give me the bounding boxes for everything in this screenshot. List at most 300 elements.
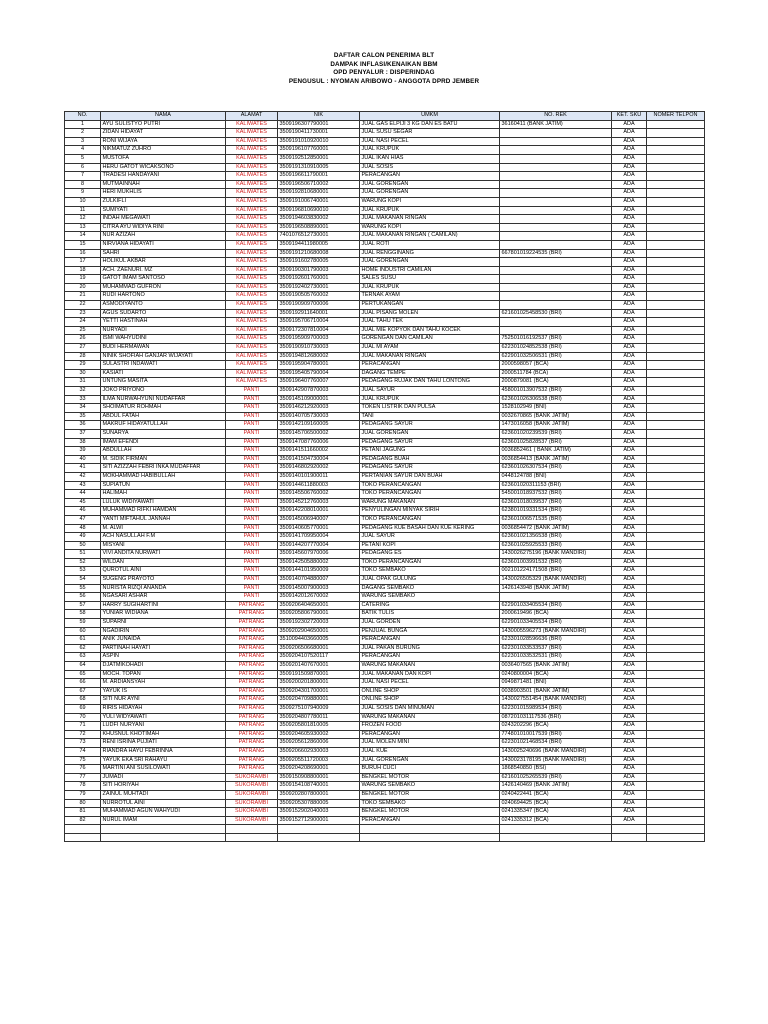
cell-alamat: KALIWATES xyxy=(226,129,278,138)
cell-no-rek: 623601021356538 (BRI) xyxy=(500,533,612,542)
cell-ket-sku: ADA xyxy=(612,533,647,542)
cell-no-rek xyxy=(500,180,612,189)
cell-ket-sku: ADA xyxy=(612,653,647,662)
cell-no: 18 xyxy=(65,266,101,275)
column-header-no: NO. xyxy=(65,112,101,121)
cell-umkm: PERACANGAN xyxy=(360,653,500,662)
cell-no: 82 xyxy=(65,816,101,825)
table-row xyxy=(65,541,705,550)
cell-no: 78 xyxy=(65,782,101,791)
column-header-umkm: UMKM xyxy=(360,112,500,121)
cell-alamat: PATRANG xyxy=(226,644,278,653)
cell-alamat: PANTI xyxy=(226,507,278,516)
cell-nomer-telpon xyxy=(647,180,705,189)
cell-nik: 3509145607970006 xyxy=(278,550,360,559)
table-row xyxy=(65,739,705,748)
cell-alamat: KALIWATES xyxy=(226,292,278,301)
cell-ket-sku: ADA xyxy=(612,283,647,292)
table-row xyxy=(65,584,705,593)
cell-nomer-telpon xyxy=(647,730,705,739)
cell-ket-sku: ADA xyxy=(612,773,647,782)
cell-ket-sku: ADA xyxy=(612,387,647,396)
table-row xyxy=(65,773,705,782)
cell-nama: NURISTA RIZQI ANANDA xyxy=(101,584,226,593)
cell-ket-sku: ADA xyxy=(612,326,647,335)
cell-no-rek: 36160411 (BANK JATIM) xyxy=(500,120,612,129)
cell-ket-sku: ADA xyxy=(612,619,647,628)
cell-nama: SITI NUR AYNI xyxy=(101,696,226,705)
cell-no: 75 xyxy=(65,756,101,765)
cell-alamat: KALIWATES xyxy=(226,361,278,370)
cell-no: 9 xyxy=(65,189,101,198)
cell-alamat: PANTI xyxy=(226,472,278,481)
cell-no-rek xyxy=(500,240,612,249)
cell-no: 33 xyxy=(65,395,101,404)
cell-nik: 3509192402730001 xyxy=(278,283,360,292)
cell-nama: BUDI HERMAWAN xyxy=(101,344,226,353)
cell-umkm: PENYULINGAN MINYAK SIRIH xyxy=(360,507,500,516)
table-row xyxy=(65,318,705,327)
cell-no: 50 xyxy=(65,541,101,550)
cell-ket-sku: ADA xyxy=(612,679,647,688)
cell-nik: 3509205307880005 xyxy=(278,799,360,808)
cell-nama: MUSTOFA xyxy=(101,154,226,163)
cell-alamat: PANTI xyxy=(226,515,278,524)
cell-nama: TRADESI HANDAYANI xyxy=(101,172,226,181)
cell-alamat: KALIWATES xyxy=(226,344,278,353)
cell-nik: 3509192512850001 xyxy=(278,154,360,163)
cell-no: 60 xyxy=(65,627,101,636)
cell-nama: HARRY SUGIHARTINI xyxy=(101,601,226,610)
empty-cell xyxy=(278,825,360,834)
cell-nomer-telpon xyxy=(647,266,705,275)
table-row xyxy=(65,180,705,189)
cell-umkm: JUAL SAYUR xyxy=(360,533,500,542)
cell-ket-sku: ADA xyxy=(612,215,647,224)
cell-no-rek: 087201031117536 (BRI) xyxy=(500,713,612,722)
cell-nomer-telpon xyxy=(647,610,705,619)
cell-nama: YULI WIDYAWATI xyxy=(101,713,226,722)
cell-no: 29 xyxy=(65,361,101,370)
cell-ket-sku: ADA xyxy=(612,206,647,215)
cell-no-rek xyxy=(500,163,612,172)
cell-nik: 3509206602930003 xyxy=(278,747,360,756)
cell-nama: HERU GATOT WICAKSONO xyxy=(101,163,226,172)
table-row xyxy=(65,240,705,249)
cell-nik: 3509140605770001 xyxy=(278,524,360,533)
cell-nama: SUNARYA xyxy=(101,429,226,438)
cell-ket-sku: ADA xyxy=(612,739,647,748)
cell-umkm: BURUH CUCI xyxy=(360,765,500,774)
cell-alamat: PANTI xyxy=(226,498,278,507)
cell-umkm: JUAL IKAN HIAS xyxy=(360,154,500,163)
table-row xyxy=(65,292,705,301)
cell-no: 51 xyxy=(65,550,101,559)
table-row xyxy=(65,747,705,756)
cell-nomer-telpon xyxy=(647,533,705,542)
cell-alamat: KALIWATES xyxy=(226,369,278,378)
cell-no-rek xyxy=(500,301,612,310)
cell-nomer-telpon xyxy=(647,524,705,533)
cell-nomer-telpon xyxy=(647,197,705,206)
cell-nik: 7401076512730001 xyxy=(278,232,360,241)
cell-no-rek: 623601020239539 (BRI) xyxy=(500,429,612,438)
cell-nama: NUR AZIZAH xyxy=(101,232,226,241)
cell-nomer-telpon xyxy=(647,404,705,413)
cell-nik: 3509145212760003 xyxy=(278,498,360,507)
cell-nomer-telpon xyxy=(647,593,705,602)
cell-no-rek: 623801019331534 (BRI) xyxy=(500,507,612,516)
cell-nama: MUTMAINNAH xyxy=(101,180,226,189)
empty-table-row xyxy=(65,833,705,842)
cell-nomer-telpon xyxy=(647,782,705,791)
cell-alamat: PANTI xyxy=(226,404,278,413)
table-row xyxy=(65,266,705,275)
empty-cell xyxy=(101,833,226,842)
cell-umkm: SALES SUSU xyxy=(360,275,500,284)
cell-nomer-telpon xyxy=(647,189,705,198)
cell-no-rek: 0241335347 (BCA) xyxy=(500,808,612,817)
table-row xyxy=(65,808,705,817)
cell-nik: 3509196506710002 xyxy=(278,180,360,189)
empty-cell xyxy=(500,833,612,842)
cell-nama: YANTI MIFTAHUL JANNAH xyxy=(101,515,226,524)
cell-alamat: KALIWATES xyxy=(226,137,278,146)
cell-umkm: PEDAGANG BUAH xyxy=(360,455,500,464)
table-row xyxy=(65,464,705,473)
cell-nomer-telpon xyxy=(647,713,705,722)
cell-alamat: KALIWATES xyxy=(226,180,278,189)
cell-ket-sku: ADA xyxy=(612,412,647,421)
cell-alamat: SUKORAMBI xyxy=(226,773,278,782)
cell-ket-sku: ADA xyxy=(612,790,647,799)
cell-ket-sku: ADA xyxy=(612,730,647,739)
cell-ket-sku: ADA xyxy=(612,352,647,361)
cell-nomer-telpon xyxy=(647,455,705,464)
cell-nama: CITRA AYU WIDIYA RINI xyxy=(101,223,226,232)
cell-no-rek: 623601026307534 (BRI) xyxy=(500,464,612,473)
cell-no: 8 xyxy=(65,180,101,189)
cell-nomer-telpon xyxy=(647,352,705,361)
table-row xyxy=(65,146,705,155)
cell-umkm: JUAL NASI PECEL xyxy=(360,137,500,146)
cell-ket-sku: ADA xyxy=(612,662,647,671)
cell-alamat: KALIWATES xyxy=(226,146,278,155)
cell-ket-sku: ADA xyxy=(612,309,647,318)
cell-nama: LUDFI NURYANI xyxy=(101,722,226,731)
cell-umkm: PERACANGAN xyxy=(360,816,500,825)
cell-alamat: PATRANG xyxy=(226,636,278,645)
cell-no-rek: 623601003991532 (BRI) xyxy=(500,558,612,567)
empty-table-row xyxy=(65,825,705,834)
cell-alamat: PANTI xyxy=(226,447,278,456)
table-row xyxy=(65,610,705,619)
cell-nama: YAYUK EKA SRI RAHAYU xyxy=(101,756,226,765)
cell-no-rek: 1426140469 (BANK JATIM) xyxy=(500,782,612,791)
cell-ket-sku: ADA xyxy=(612,292,647,301)
cell-alamat: KALIWATES xyxy=(226,301,278,310)
cell-no-rek: 2000619496 (BCA) xyxy=(500,610,612,619)
cell-nama: JOKO PRIYONO xyxy=(101,387,226,396)
table-row xyxy=(65,550,705,559)
cell-umkm: JUAL GORENGAN xyxy=(360,429,500,438)
cell-nama: ABDUL FATAH xyxy=(101,412,226,421)
cell-no-rek: 622301033533537 (BRI) xyxy=(500,644,612,653)
cell-nik: 3509196107760001 xyxy=(278,146,360,155)
cell-nomer-telpon xyxy=(647,472,705,481)
table-row xyxy=(65,197,705,206)
cell-no: 76 xyxy=(65,765,101,774)
cell-umkm: JUAL SAYUR xyxy=(360,387,500,396)
cell-alamat: KALIWATES xyxy=(226,266,278,275)
cell-alamat: PANTI xyxy=(226,567,278,576)
table-row xyxy=(65,472,705,481)
cell-nik: 3509205612860006 xyxy=(278,739,360,748)
column-header-no-rek: NO. REK xyxy=(500,112,612,121)
cell-nama: SUPIATUN xyxy=(101,481,226,490)
cell-alamat: KALIWATES xyxy=(226,283,278,292)
cell-umkm: BENGKEL MOTOR xyxy=(360,790,500,799)
cell-no: 71 xyxy=(65,722,101,731)
cell-nik: 3509142907870003 xyxy=(278,387,360,396)
cell-ket-sku: ADA xyxy=(612,541,647,550)
cell-nama: PARTINAH HAYATI xyxy=(101,644,226,653)
cell-nik: 3509142012670002 xyxy=(278,593,360,602)
empty-cell xyxy=(360,825,500,834)
cell-ket-sku: ADA xyxy=(612,644,647,653)
cell-nik: 3509190411730001 xyxy=(278,129,360,138)
cell-ket-sku: ADA xyxy=(612,335,647,344)
cell-no-rek: 622301024852538 (BRI) xyxy=(500,344,612,353)
cell-no: 7 xyxy=(65,172,101,181)
cell-nama: ACH NASULLAH F.M xyxy=(101,533,226,542)
cell-no-rek: 0036854472 (BANK JATIM) xyxy=(500,524,612,533)
cell-umkm: JUAL KRUPUK xyxy=(360,283,500,292)
cell-umkm: JUAL MAKANAN RINGAN xyxy=(360,352,500,361)
cell-nomer-telpon xyxy=(647,790,705,799)
cell-no: 34 xyxy=(65,404,101,413)
cell-nik: 3509195904780001 xyxy=(278,361,360,370)
cell-no: 38 xyxy=(65,438,101,447)
cell-no-rek xyxy=(500,258,612,267)
cell-nomer-telpon xyxy=(647,283,705,292)
cell-no: 45 xyxy=(65,498,101,507)
cell-nik: 3509275107940009 xyxy=(278,704,360,713)
cell-nomer-telpon xyxy=(647,636,705,645)
cell-nama: WILDAN xyxy=(101,558,226,567)
cell-umkm: TOKO PERANCANGAN xyxy=(360,481,500,490)
cell-umkm: JUAL SOSIS DAN MINUMAN xyxy=(360,704,500,713)
cell-nik: 3509195405790004 xyxy=(278,369,360,378)
cell-no-rek: 0240422441 (BCA) xyxy=(500,790,612,799)
table-row xyxy=(65,309,705,318)
cell-no: 11 xyxy=(65,206,101,215)
cell-nomer-telpon xyxy=(647,438,705,447)
cell-ket-sku: ADA xyxy=(612,601,647,610)
cell-alamat: KALIWATES xyxy=(226,189,278,198)
cell-nama: AYU SULISTYO PUTRI xyxy=(101,120,226,129)
cell-nik: 3509190909700006 xyxy=(278,301,360,310)
cell-nomer-telpon xyxy=(647,258,705,267)
cell-umkm: JUAL ROTI xyxy=(360,240,500,249)
cell-umkm: JUAL TAHU TEK xyxy=(360,318,500,327)
cell-alamat: PANTI xyxy=(226,558,278,567)
cell-nomer-telpon xyxy=(647,429,705,438)
cell-alamat: KALIWATES xyxy=(226,163,278,172)
cell-no: 10 xyxy=(65,197,101,206)
cell-no-rek: 622901032506531 (BRI) xyxy=(500,352,612,361)
cell-nik: 3509191602780005 xyxy=(278,258,360,267)
cell-umkm: PETANI KOPI xyxy=(360,541,500,550)
cell-umkm: JUAL MI AYAM xyxy=(360,344,500,353)
cell-ket-sku: ADA xyxy=(612,266,647,275)
cell-ket-sku: ADA xyxy=(612,318,647,327)
cell-no-rek: 1430025240696 (BANK MANDIRI) xyxy=(500,747,612,756)
cell-nik: 3509145109000001 xyxy=(278,395,360,404)
table-row xyxy=(65,730,705,739)
cell-nomer-telpon xyxy=(647,163,705,172)
cell-no: 6 xyxy=(65,163,101,172)
cell-no: 5 xyxy=(65,154,101,163)
cell-nomer-telpon xyxy=(647,696,705,705)
cell-ket-sku: ADA xyxy=(612,472,647,481)
cell-nama: KASIATI xyxy=(101,369,226,378)
cell-no: 48 xyxy=(65,524,101,533)
table-row xyxy=(65,679,705,688)
table-row xyxy=(65,481,705,490)
cell-nama: M. ARDIANSYAH xyxy=(101,679,226,688)
cell-umkm: WARUNG MAKANAN xyxy=(360,662,500,671)
table-row xyxy=(65,662,705,671)
cell-nama: ISMI WAHYUDINI xyxy=(101,335,226,344)
cell-nomer-telpon xyxy=(647,498,705,507)
cell-no: 24 xyxy=(65,318,101,327)
cell-umkm: BENGKEL MOTOR xyxy=(360,808,500,817)
cell-no: 47 xyxy=(65,515,101,524)
cell-umkm: PERACANGAN xyxy=(360,172,500,181)
cell-ket-sku: ADA xyxy=(612,189,647,198)
cell-no: 23 xyxy=(65,309,101,318)
table-row xyxy=(65,172,705,181)
cell-umkm: ONLINE SHOP xyxy=(360,696,500,705)
cell-no-rek: 2000598057 (BCA) xyxy=(500,361,612,370)
cell-nik: 3509196407760007 xyxy=(278,378,360,387)
cell-nama: IMAM EFENDI xyxy=(101,438,226,447)
cell-no-rek xyxy=(500,292,612,301)
cell-ket-sku: ADA xyxy=(612,137,647,146)
title-line-1: DAFTAR CALON PENERIMA BLT xyxy=(333,52,435,59)
cell-alamat: PATRANG xyxy=(226,679,278,688)
cell-nik: 3510094403660005 xyxy=(278,636,360,645)
cell-nomer-telpon xyxy=(647,318,705,327)
cell-no: 25 xyxy=(65,326,101,335)
table-row xyxy=(65,704,705,713)
cell-nomer-telpon xyxy=(647,662,705,671)
cell-nomer-telpon xyxy=(647,335,705,344)
cell-umkm: BATIK TULIS xyxy=(360,610,500,619)
cell-nama: DJATMIKOHADI xyxy=(101,662,226,671)
cell-umkm: JUAL GORDEN xyxy=(360,619,500,628)
cell-umkm: JUAL MAKANAN RINGAN ( CAMILAN) xyxy=(360,232,500,241)
cell-nomer-telpon xyxy=(647,120,705,129)
cell-ket-sku: ADA xyxy=(612,498,647,507)
cell-no: 54 xyxy=(65,576,101,585)
cell-no: 35 xyxy=(65,412,101,421)
cell-umkm: JUAL GORENGAN xyxy=(360,189,500,198)
cell-ket-sku: ADA xyxy=(612,490,647,499)
cell-no: 30 xyxy=(65,369,101,378)
table-row xyxy=(65,129,705,138)
cell-nomer-telpon xyxy=(647,464,705,473)
recipient-table xyxy=(64,111,705,842)
cell-nik: 3509190301790003 xyxy=(278,266,360,275)
cell-nomer-telpon xyxy=(647,722,705,731)
cell-alamat: KALIWATES xyxy=(226,215,278,224)
cell-alamat: KALIWATES xyxy=(226,223,278,232)
cell-ket-sku: ADA xyxy=(612,154,647,163)
cell-nama: MUHAMMAD GUFRON xyxy=(101,283,226,292)
cell-alamat: PATRANG xyxy=(226,704,278,713)
cell-no: 3 xyxy=(65,137,101,146)
cell-ket-sku: ADA xyxy=(612,447,647,456)
cell-nama: SUPARNI xyxy=(101,619,226,628)
cell-umkm: JUAL GORENGAN xyxy=(360,180,500,189)
cell-nomer-telpon xyxy=(647,756,705,765)
cell-nama: RIRIS HIDAYAH xyxy=(101,704,226,713)
cell-umkm: TERNAK AYAM xyxy=(360,292,500,301)
cell-umkm: PERTUKANGAN xyxy=(360,301,500,310)
cell-ket-sku: ADA xyxy=(612,808,647,817)
cell-nomer-telpon xyxy=(647,747,705,756)
cell-no-rek: 0032670865 (BANK JATIM) xyxy=(500,412,612,421)
cell-no: 72 xyxy=(65,730,101,739)
cell-no: 64 xyxy=(65,662,101,671)
cell-no: 66 xyxy=(65,679,101,688)
cell-umkm: JUAL MIE KOPYOK DAN TAHU KOCEK xyxy=(360,326,500,335)
cell-umkm: JUAL OPAK GULUNG xyxy=(360,576,500,585)
table-row xyxy=(65,189,705,198)
cell-nik: 3509206506680001 xyxy=(278,644,360,653)
cell-nama: JUMADI xyxy=(101,773,226,782)
cell-no-rek: 1426143948 (BANK JATIM) xyxy=(500,584,612,593)
table-row xyxy=(65,326,705,335)
cell-ket-sku: ADA xyxy=(612,301,647,310)
cell-nik: 3509204709880001 xyxy=(278,696,360,705)
table-row xyxy=(65,601,705,610)
cell-no-rek: 545001018937532 (BRI) xyxy=(500,490,612,499)
table-row xyxy=(65,644,705,653)
cell-no: 20 xyxy=(65,283,101,292)
table-row xyxy=(65,215,705,224)
table-row xyxy=(65,387,705,396)
cell-alamat: SUKORAMBI xyxy=(226,782,278,791)
cell-umkm: WARUNG KOPI xyxy=(360,197,500,206)
cell-ket-sku: ADA xyxy=(612,378,647,387)
cell-no: 77 xyxy=(65,773,101,782)
cell-umkm: TOKO SEMBAKO xyxy=(360,799,500,808)
cell-alamat: PANTI xyxy=(226,464,278,473)
cell-no: 65 xyxy=(65,670,101,679)
cell-umkm: TOKO PERANCANGAN xyxy=(360,490,500,499)
cell-nama: ZAINUL MUHTADI xyxy=(101,790,226,799)
cell-no-rek xyxy=(500,232,612,241)
cell-nomer-telpon xyxy=(647,567,705,576)
cell-no: 26 xyxy=(65,335,101,344)
cell-ket-sku: ADA xyxy=(612,129,647,138)
cell-no-rek: 1430026275196 (BANK MANDIRI) xyxy=(500,550,612,559)
cell-alamat: PANTI xyxy=(226,421,278,430)
cell-no: 49 xyxy=(65,533,101,542)
